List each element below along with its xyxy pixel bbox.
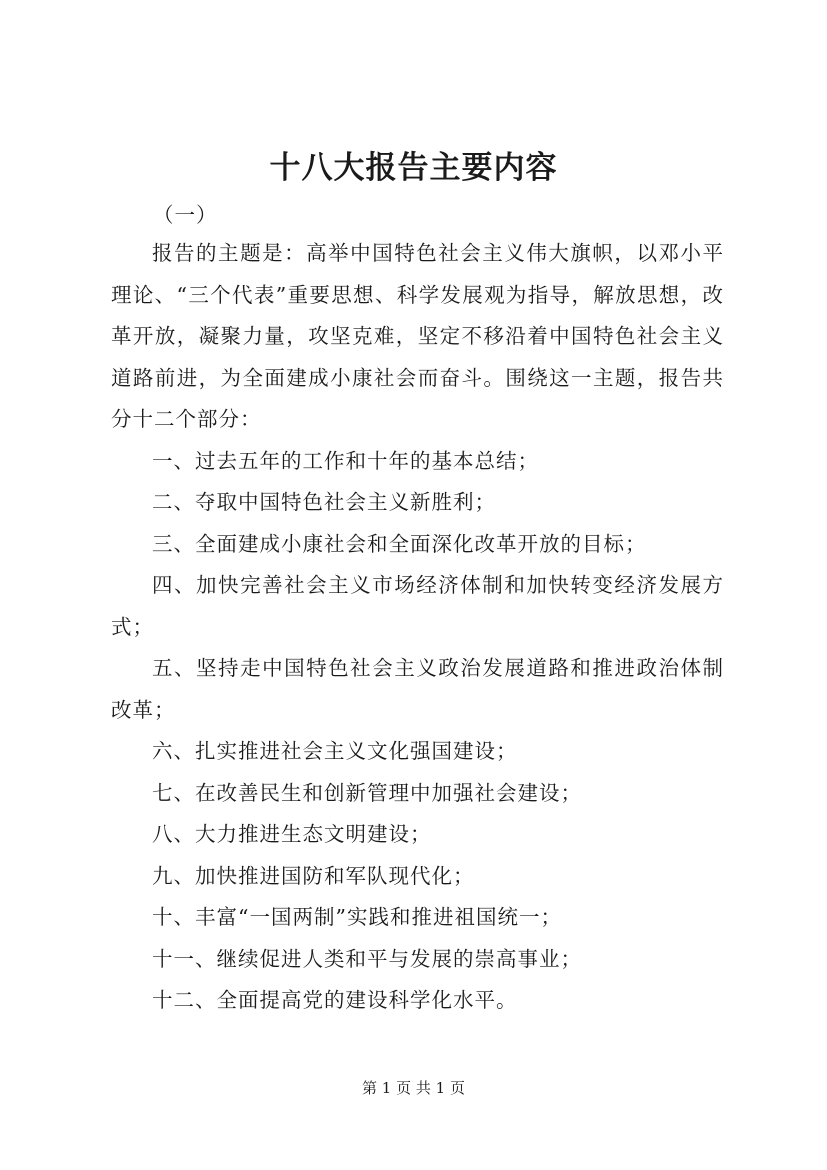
page-footer: 第 1 页 共 1 页 [362,1079,465,1097]
list-item: 六、扎实推进社会主义文化强国建设； [152,739,518,763]
list-item: 二、夺取中国特色社会主义新胜利； [152,490,496,514]
list-item: 十二、全面提高党的建设科学化水平。 [152,988,518,1012]
document-title: 十八大报告主要内容 [269,150,558,186]
list-item: 十、丰富“一国两制”实践和推进祖国统一； [152,905,562,929]
list-item: 七、在改善民生和创新管理中加强社会建设； [152,780,582,805]
list-item: 八、大力推进生态文明建设； [152,822,432,846]
list-item: 十一、继续促进人类和平与发展的崇高事业； [152,946,582,971]
intro-paragraph: 报告的主题是：高举中国特色社会主义伟大旗帜，以邓小平理论、“三个代表”重要思想、科学发展观为指导，解放思想，改革开放，凝聚力量，攻坚克难，坚定不移沿着中国特色社会主义道路前进，为全面建成小康社会而奋斗。围绕这一主题，报告共分十二个部分： [111,241,724,431]
document-body [111,200,724,1022]
section-label: （一） [153,203,218,227]
list-item: 一、过去五年的工作和十年的基本总结； [152,448,539,473]
list-item: 九、加快推进国防和军队现代化； [152,863,475,888]
list-item: 五、坚持走中国特色社会主义政治发展道路和推进政治体制改革； [111,656,724,722]
list-item: 三、全面建成小康社会和全面深化改革开放的目标； [152,531,647,556]
list-item: 四、加快完善社会主义市场经济体制和加快转变经济发展方式； [111,573,724,639]
